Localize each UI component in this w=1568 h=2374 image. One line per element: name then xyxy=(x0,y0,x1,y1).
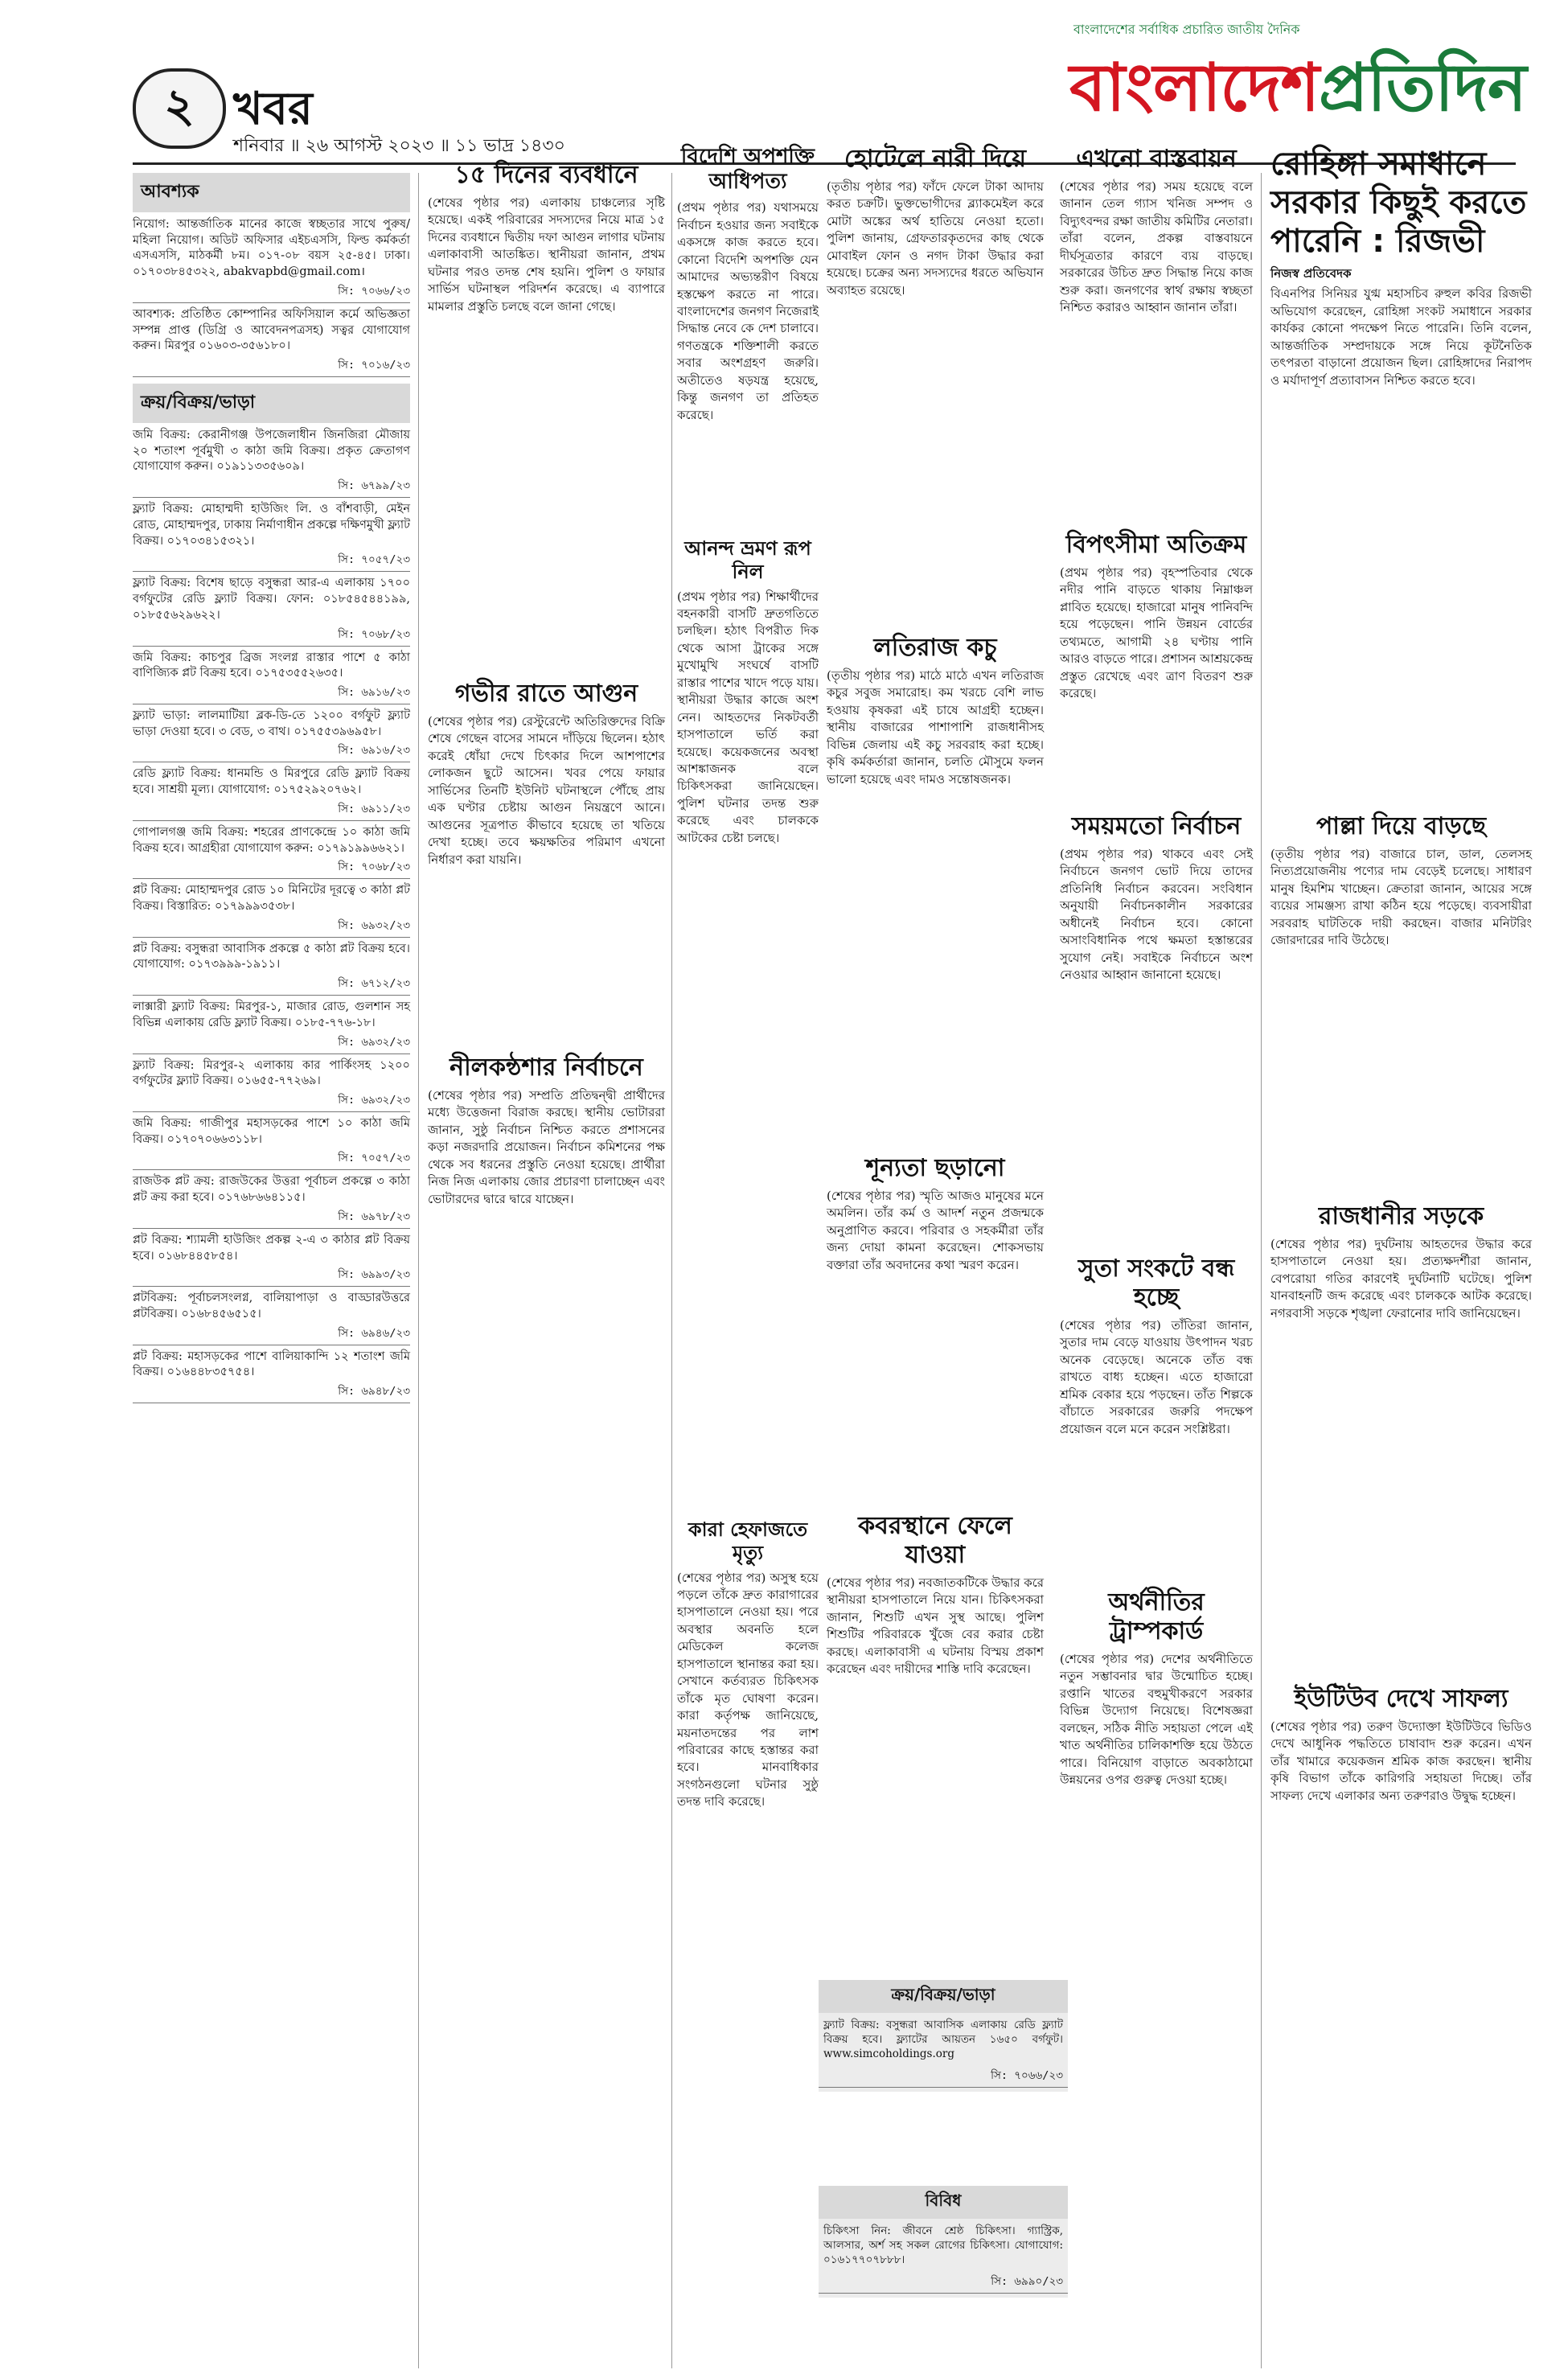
article-body: (শেষের পৃষ্ঠার পর) সম্প্রতি প্রতিদ্বন্দ্বী প্রার্থীদের মধ্যে উত্তেজনা বিরাজ করছে। স্থানীয় ভোটাররা জানান, সুষ্ঠু নির্বাচন নিশ্চিত করতে প্রশাসনের কড়া নজরদারি প্রয়োজন। নির্বাচন কমিশনের পক্ষ থেকে সব ধরনের প্রস্তুতি নেওয়া হয়েছে। প্রার্থীরা নিজ নিজ এলাকায় জোর প্রচারণা চালাচ্ছেন এবং ভোটারদের দ্বারে দ্বারে যাচ্ছেন। xyxy=(428,1088,665,1206)
classified-ad-text: নিয়োগ: আন্তর্জাতিক মানের কাজে স্বচ্ছতার সাথে পুরুষ/মহিলা নিয়োগ। অডিট অফিসার এইচএসসি, ফিল্ড কর্মকর্তা এসএসসি, মাঠকর্মী ৮ম। ০১৭-০৮ বয়স ২৫-৪৫। ঢাকা। ০১৭০৩৮৪৫৩২২, abakvapbd@gmail.com। xyxy=(133,218,410,279)
classified-list-buy-sell xyxy=(133,428,410,1403)
headline: পাল্লা দিয়ে বাড়ছে xyxy=(1316,812,1487,840)
article-nilkonthosh xyxy=(428,1054,665,1208)
article-somoy xyxy=(1060,812,1253,984)
article-bipsh xyxy=(1060,531,1253,703)
date-line: শনিবার ॥ ২৬ আগস্ট ২০২৩ ॥ ১১ ভাদ্র ১৪৩০ xyxy=(233,136,565,156)
classified-ad-text: প্লট বিক্রয়: মোহাম্মদপুর রোড ১০ মিনিটের দূরত্বে ৩ কাঠা প্লট বিক্রয়। বিস্তারিত: ০১৭৯৯৯৩৫৩৮। xyxy=(133,884,410,913)
logo-green-text: প্রতিদিন xyxy=(1319,50,1526,126)
classified-ad-code: সি: ৭০১৬/২৩ xyxy=(133,356,410,377)
article-body: (শেষের পৃষ্ঠার পর) সময় হয়েছে বলে জানান তেল গ্যাস খনিজ সম্পদ ও বিদ্যুৎবন্দর রক্ষা জাতীয় কমিটির নেতারা। তাঁরা বলেন, প্রকল্প বাস্তবায়নে দীর্ঘসূত্রতার কারণে ব্যয় বাড়ছে। সরকারের উচিত দ্রুত সিদ্ধান্ত নিয়ে কাজ শুরু করা। জনগণের স্বার্থ রক্ষায় স্বচ্ছতা নিশ্চিত করারও আহ্বান জানান তাঁরা। xyxy=(1060,179,1253,315)
page-header xyxy=(0,0,1568,169)
classified-column xyxy=(133,173,410,1407)
article-body: (প্রথম পৃষ্ঠার পর) বৃহস্পতিবার থেকে নদীর পানি বাড়তে থাকায় নিম্নাঞ্চল প্লাবিত হয়েছে। হাজারো মানুষ পানিবন্দি হয়ে পড়েছেন। পানি উন্নয়ন বোর্ডের তথ্যমতে, আগামী ২৪ ঘণ্টায় পানি আরও বাড়তে পারে। প্রশাসন আশ্রয়কেন্দ্র প্রস্তুত রেখেছে এবং ত্রাণ বিতরণ শুরু করেছে। xyxy=(1060,565,1253,701)
article-body: (শেষের পৃষ্ঠার পর) অসুস্থ হয়ে পড়লে তাঁকে দ্রুত কারাগারের হাসপাতালে নেওয়া হয়। পরে অবস্থার অবনতি হলে মেডিকেল কলেজ হাসপাতালে স্থানান্তর করা হয়। সেখানে কর্তব্যরত চিকিৎসক তাঁকে মৃত ঘোষণা করেন। কারা কর্তৃপক্ষ জানিয়েছে, ময়নাতদন্তের পর লাশ পরিবারের কাছে হস্তান্তর করা হবে। মানবাধিকার সংগঠনগুলো ঘটনার সুষ্ঠু তদন্ত দাবি করেছে। xyxy=(677,1570,819,1809)
classified-heading-wanted: আবশ্যক xyxy=(133,173,410,212)
article-body: বিএনপির সিনিয়র যুগ্ম মহাসচিব রুহুল কবির রিজভী অভিযোগ করেছেন, রোহিঙ্গা সংকট সমাধানে সরকার কার্যকর কোনো পদক্ষেপ নিতে পারেনি। তিনি বলেন, আন্তর্জাতিক সম্প্রদায়কে সঙ্গে নিয়ে কূটনৈতিক তৎপরতা বাড়ানো প্রয়োজন ছিল। রোহিঙ্গাদের নিরাপদ ও মর্যাদাপূর্ণ প্রত্যাবাসন নিশ্চিত করতে হবে। xyxy=(1270,286,1532,388)
classified-heading-buy-sell: ক্রয়/বিক্রয়/ভাড়া xyxy=(133,384,410,423)
classified-ad-text: প্লট বিক্রয়: শ্যামলী হাউজিং প্রকল্প ২-এ ৩ কাঠার প্লট বিক্রয় হবে। ০১৬৮৪৪৫৮৫৪। xyxy=(133,1233,410,1263)
headline: ইউটিউব দেখে সাফল্য xyxy=(1294,1685,1508,1713)
classified-list-wanted xyxy=(133,217,410,377)
headline: বিপৎসীমা অতিক্রম xyxy=(1065,531,1247,559)
reporter-byline: নিজস্ব প্রতিবেদক xyxy=(1270,266,1352,281)
classified-ad-code: সি: ৬৯৩২/২৩ xyxy=(133,1091,410,1112)
bibidh-box xyxy=(819,2186,1068,2298)
headline: সময়মতো নির্বাচন xyxy=(1071,812,1242,840)
headline: রোহিঙ্গা সমাধানে সরকার কিছুই করতে পারেনি : রিজভী xyxy=(1270,146,1527,260)
headline: কারা হেফাজতে মৃত্যু xyxy=(688,1518,808,1564)
classified-ad-code: সি: ৬৯৭৮/২৩ xyxy=(133,1208,410,1229)
article-body: (শেষের পৃষ্ঠার পর) দেশের অর্থনীতিতে নতুন সম্ভাবনার দ্বার উন্মোচিত হচ্ছে। রপ্তানি খাতের বহুমুখীকরণে সরকার বিভিন্ন উদ্যোগ নিয়েছে। বিশেষজ্ঞরা বলছেন, সঠিক নীতি সহায়তা পেলে এই খাত অর্থনীতির চালিকাশক্তি হয়ে উঠতে পারে। বিনিয়োগ বাড়াতে অবকাঠামো উন্নয়নের ওপর গুরুত্ব দেওয়া হচ্ছে। xyxy=(1060,1652,1253,1788)
classified-ad-text: জমি বিক্রয়: কেরানীগঞ্জ উপজেলাধীন জিনজিরা মৌজায় ২০ শতাংশ পূর্বমুখী ৩ কাঠা জমি বিক্রয়। প্রকৃত ক্রেতাগণ যোগাযোগ করুন। ০১৯১১৩৩৫৬০৯। xyxy=(133,429,410,474)
headline: এখনো বাস্তবায়ন xyxy=(1076,145,1237,173)
classified-ad-code: সি: ৭০৬৬/২৩ xyxy=(133,282,410,303)
bibidh-code: সি: ৬৯৯০/২৩ xyxy=(819,2273,1068,2294)
headline: আনন্দ ভ্রমণ রূপ নিল xyxy=(684,537,811,583)
article-body: (প্রথম পৃষ্ঠার পর) থাকবে এবং সেই নির্বাচনে জনগণ ভোট দিয়ে তাদের প্রতিনিধি নির্বাচন করবেন। সংবিধান অনুযায়ী নির্বাচনকালীন সরকারের অধীনেই নির্বাচন হবে। কোনো অসাংবিধানিক পথে ক্ষমতা হস্তান্তরের সুযোগ নেই। সবাইকে নির্বাচনে অংশ নেওয়ার আহ্বান জানানো হয়েছে। xyxy=(1060,847,1253,983)
headline: কবরস্থানে ফেলে যাওয়া xyxy=(858,1512,1012,1569)
classified-ad-text: প্লট বিক্রয়: বসুন্ধরা আবাসিক প্রকল্পে ৫ কাঠা প্লট বিক্রয় হবে। যোগাযোগ: ০১৭৩৯৯৯-১৯১১। xyxy=(133,942,410,971)
headline: রাজধানীর সড়কে xyxy=(1318,1202,1484,1230)
classified-ad-text: ফ্ল্যাট বিক্রয়: মোহাম্মদী হাউজিং লি. ও বাঁশবাড়ী, মেইন রোড, মোহাম্মদপুর, ঢাকায় নির্মাণাধীন প্রকল্পে দক্ষিণমুখী ফ্ল্যাট বিক্রয়। ০১৭০৩৪১৫৩২১। xyxy=(133,503,410,548)
article-gobhir-rate xyxy=(428,680,665,869)
article-raj xyxy=(1270,1202,1532,1322)
article-suta xyxy=(1060,1255,1253,1438)
headline: নীলকন্ঠশার নির্বাচনে xyxy=(449,1054,643,1082)
column-divider xyxy=(1261,173,1262,2368)
classified-ad-code: সি: ৬৭৯৯/২৩ xyxy=(133,477,410,498)
classified-ad-code: সি: ৬৯৪৮/২৩ xyxy=(133,1382,410,1403)
classified-ad-code: সি: ৭০৫৭/২৩ xyxy=(133,1149,410,1170)
article-palla xyxy=(1270,812,1532,950)
column-divider xyxy=(418,173,419,2368)
article-ekhono xyxy=(1060,145,1253,317)
classified-ad-text: আবশ্যক: প্রতিষ্ঠিত কোম্পানির অফিসিয়াল কর্মে অভিজ্ঞতা সম্পন্ন প্রাপ্ত (ডিগ্রি ও আবেদনপত্রসহ) সত্বর যোগাযোগ করুন। মিরপুর ০১৬০৩-৩৫৬১৮০। xyxy=(133,307,410,353)
classified-ad-text: প্লট বিক্রয়: মহাসড়কের পাশে বালিয়াকান্দি ১২ শতাংশ জমি বিক্রয়। ০১৬৪৪৮৩৫৭৫৪। xyxy=(133,1349,410,1379)
classified-ad-code: সি: ৬৯৩২/২৩ xyxy=(133,917,410,938)
classified-ad-code: সি: ৬৯১১/২৩ xyxy=(133,800,410,821)
classified-ad-code: সি: ৬৭১২/২৩ xyxy=(133,975,410,996)
classified-ad-text: রাজউক প্লট ক্রয়: রাজউকের উত্তরা পূর্বাচল প্রকল্পে ৩ কাঠা প্লট ক্রয় করা হবে। ০১৭৬৮৬৬৪১১৫। xyxy=(133,1175,410,1205)
mid-classified-box xyxy=(819,1980,1068,2092)
article-body: (শেষের পৃষ্ঠার পর) রেস্টুরেন্টে অতিরিক্তদের বিক্রি শেষে গেছেন বাসের সামনে দাঁড়িয়ে ছিলেন। হঠাৎ করেই ধোঁয়া দেখে চিৎকার দিলে আশপাশের লোকজন ছুটে আসেন। খবর পেয়ে ফায়ার সার্ভিসের তিনটি ইউনিট ঘটনাস্থলে পৌঁছে প্রায় এক ঘণ্টার চেষ্টায় আগুন নিয়ন্ত্রণে আনে। আগুনের সূত্রপাত কীভাবে হয়েছে তা খতিয়ে দেখা হচ্ছে। তবে ক্ষয়ক্ষতির পরিমাণ এখনো নির্ধারণ করা যায়নি। xyxy=(428,714,665,867)
article-body: (তৃতীয় পৃষ্ঠার পর) ফাঁদে ফেলে টাকা আদায় করত চক্রটি। ভুক্তভোগীদের ব্ল্যাকমেইল করে মোটা অঙ্কের অর্থ হাতিয়ে নেওয়া হতো। পুলিশ জানায়, গ্রেফতারকৃতদের কাছ থেকে মোবাইল ফোন ও নগদ টাকা উদ্ধার করা হয়েছে। চক্রের অন্য সদস্যদের ধরতে অভিযান অব্যাহত রয়েছে। xyxy=(827,179,1044,298)
page-number: ২ xyxy=(133,68,226,149)
section-title: খবর xyxy=(233,82,313,135)
headline: গভীর রাতে আগুন xyxy=(454,680,638,708)
article-bideshi xyxy=(677,145,819,424)
classified-ad-text: গোপালগঞ্জ জমি বিক্রয়: শহরের প্রাণকেন্দ্রে ১০ কাঠা জমি বিক্রয় হবে। আগ্রহীরা যোগাযোগ করুন: ০১৭৯১৯৯৬৬২১। xyxy=(133,825,410,855)
column-divider xyxy=(671,173,672,2368)
article-kobor xyxy=(827,1512,1044,1678)
bibidh-heading: বিবিধ xyxy=(819,2186,1068,2219)
headline: ১৫ দিনের ব্যবধানে xyxy=(454,161,638,189)
masthead-logo xyxy=(1069,37,1526,147)
headline: সুতা সংকটে বন্ধ হচ্ছে xyxy=(1077,1255,1235,1312)
article-shunyota xyxy=(827,1154,1044,1274)
classified-ad-text: লাক্সারী ফ্ল্যাট বিক্রয়: মিরপুর-১, মাজার রোড, গুলশান সহ বিভিন্ন এলাকায় রেডি ফ্ল্যাট বিক্রয়। ০১৮৫-৭৭৬-১৮। xyxy=(133,1000,410,1029)
classified-ad-text: ফ্ল্যাট বিক্রয়: বিশেষ ছাড়ে বসুন্ধরা আর-এ এলাকায় ১৭০০ বর্গফুটের রেডি ফ্ল্যাট বিক্রয়। ফোন: ০১৮৫৪৫৪৪১৯৯, ০১৮৫৫৬২৯৬২২। xyxy=(133,577,410,622)
classified-ad-text: জমি বিক্রয়: গাজীপুর মহাসড়কের পাশে ১০ কাঠা জমি বিক্রয়। ০১৭০৭০৬৬৩১১৮। xyxy=(133,1117,410,1146)
classified-ad-code: সি: ৭০৫৭/২৩ xyxy=(133,551,410,572)
headline: অর্থনীতির ট্রাম্পকার্ড xyxy=(1108,1588,1205,1645)
article-body: (শেষের পৃষ্ঠার পর) দুর্ঘটনায় আহতদের উদ্ধার করে হাসপাতালে নেওয়া হয়। প্রত্যক্ষদর্শীরা জানান, বেপরোয়া গতির কারণেই দুর্ঘটনাটি ঘটেছে। পুলিশ যানবাহনটি জব্দ করেছে এবং চালককে আটক করেছে। নগরবাসী সড়কে শৃঙ্খলা ফেরানোর দাবি জানিয়েছেন। xyxy=(1270,1237,1532,1320)
article-lotiraj xyxy=(827,634,1044,788)
classified-ad-text: ফ্ল্যাট বিক্রয়: মিরপুর-২ এলাকায় কার পার্কিংসহ ১২০০ বর্গফুটের ফ্ল্যাট বিক্রয়। ০১৬৫৫-৭৭২৬৯। xyxy=(133,1058,410,1088)
article-ananda xyxy=(677,537,819,847)
classified-ad-code: সি: ৬৯১৬/২৩ xyxy=(133,684,410,704)
headline: হোটেলে নারী দিয়ে xyxy=(844,145,1027,173)
article-kara xyxy=(677,1518,819,1811)
article-body: (প্রথম পৃষ্ঠার পর) শিক্ষার্থীদের বহনকারী বাসটি দ্রুতগতিতে চলছিল। হঠাৎ বিপরীত দিক থেকে আসা ট্রাকের সঙ্গে মুখোমুখি সংঘর্ষে বাসটি রাস্তার পাশের খাদে পড়ে যায়। স্থানীয়রা উদ্ধার কাজে অংশ নেন। আহতদের নিকটবর্তী হাসপাতালে ভর্তি করা হয়েছে। কয়েকজনের অবস্থা আশঙ্কাজনক বলে চিকিৎসকরা জানিয়েছেন। পুলিশ ঘটনার তদন্ত শুরু করেছে এবং চালককে আটকের চেষ্টা চলছে। xyxy=(677,589,819,845)
article-15-din xyxy=(428,161,665,315)
article-hotel xyxy=(827,145,1044,299)
headline: বিদেশি অপশক্তি আধিপত্য xyxy=(680,145,815,195)
headline: শূন্যতা ছড়ানো xyxy=(865,1154,1005,1182)
classified-ad-text: ফ্ল্যাট ভাড়া: লালমাটিয়া ব্লক-ডি-তে ১২০০ বর্গফুট ফ্ল্যাট ভাড়া দেওয়া হবে। ৩ বেড, ৩ বাথ। ০১৭৫৫৩৯৬৯৫৮। xyxy=(133,709,410,738)
article-body: (শেষের পৃষ্ঠার পর) নবজাতকটিকে উদ্ধার করে স্থানীয়রা হাসপাতালে নিয়ে যান। চিকিৎসকরা জানান, শিশুটি এখন সুস্থ আছে। পুলিশ শিশুটির পরিবারকে খুঁজে বের করার চেষ্টা করছে। এলাকাবাসী এ ঘটনায় বিস্ময় প্রকাশ করেছেন এবং দায়ীদের শাস্তি দাবি করেছেন। xyxy=(827,1575,1044,1677)
article-body: (তৃতীয় পৃষ্ঠার পর) মাঠে মাঠে এখন লতিরাজ কচুর সবুজ সমারোহ। কম খরচে বেশি লাভ হওয়ায় কৃষকরা এই চাষে আগ্রহী হচ্ছেন। স্থানীয় বাজারের পাশাপাশি রাজধানীসহ বিভিন্ন জেলায় এই কচু সরবরাহ করা হচ্ছে। কৃষি কর্মকর্তারা জানান, চলতি মৌসুমে ফলন ভালো হয়েছে এবং দামও সন্তোষজনক। xyxy=(827,668,1044,787)
classified-ad-code: সি: ৬৯১৬/২৩ xyxy=(133,741,410,762)
classified-ad-text: জমি বিক্রয়: কাচপুর ব্রিজ সংলগ্ন রাস্তার পাশে ৫ কাঠা বাণিজ্যিক প্লট বিক্রয় হবে। ০১৭৫৩৫৫২৬৩৫। xyxy=(133,651,410,680)
classified-ad-code: সি: ৬৯৪৬/২৩ xyxy=(133,1325,410,1345)
article-body: (শেষের পৃষ্ঠার পর) তরুণ উদ্যোক্তা ইউটিউবে ভিডিও দেখে আধুনিক পদ্ধতিতে চাষাবাদ শুরু করেন। এখন তাঁর খামারে কয়েকজন শ্রমিক কাজ করছেন। স্থানীয় কৃষি বিভাগ তাঁকে কারিগরি সহায়তা দিচ্ছে। তাঁর সাফল্য দেখে এলাকার অন্য তরুণরাও উদ্বুদ্ধ হচ্ছেন। xyxy=(1270,1719,1532,1803)
article-youtube xyxy=(1270,1685,1532,1805)
mid-classified-code: সি: ৭০৬৬/২৩ xyxy=(819,2067,1068,2088)
classified-ad-text: রেডি ফ্ল্যাট বিক্রয়: ধানমন্ডি ও মিরপুরে রেডি ফ্ল্যাট বিক্রয় হবে। সাশ্রয়ী মূল্য। যোগাযোগ: ০১৭৫২৯২০৭৬২। xyxy=(133,767,410,797)
classified-ad-text: প্লটবিক্রয়: পূর্বাচলসংলগ্ন, বালিয়াপাড়া ও বাড্ডারউত্তরে প্লটবিক্রয়। ০১৬৮৪৫৬৫১৫। xyxy=(133,1292,410,1321)
mid-classified-text: ফ্ল্যাট বিক্রয়: বসুন্ধরা আবাসিক এলাকায় রেডি ফ্ল্যাট বিক্রয় হবে। ফ্ল্যাটের আয়তন ১৬৫০ বর্গফুট। www.simcoholdings.org xyxy=(823,2019,1063,2061)
classified-ad-code: সি: ৬৯৩২/২৩ xyxy=(133,1033,410,1054)
bibidh-text: চিকিৎসা নিন: জীবনে শ্রেষ্ঠ চিকিৎসা। গ্যাস্ট্রিক, আলসার, অর্শ সহ সকল রোগের চিকিৎসা। যোগাযোগ: ০১৬১৭৭০৭৮৮৮। xyxy=(823,2224,1063,2267)
article-body: (শেষের পৃষ্ঠার পর) এলাকায় চাঞ্চল্যের সৃষ্টি হয়েছে। একই পরিবারের সদস্যদের নিয়ে মাত্র ১৫ দিনের ব্যবধানে দ্বিতীয় দফা আগুন লাগার ঘটনায় এলাকাবাসী আতঙ্কিত। স্থানীয়রা জানান, প্রথম ঘটনার পরও তদন্ত শেষ হয়নি। পুলিশ ও ফায়ার সার্ভিস ঘটনাস্থল পরিদর্শন করেছে। এ ব্যাপারে মামলার প্রস্তুতি চলছে বলে জানা গেছে। xyxy=(428,195,665,314)
article-body: (তৃতীয় পৃষ্ঠার পর) বাজারে চাল, ডাল, তেলসহ নিত্যপ্রয়োজনীয় পণ্যের দাম বেড়েই চলেছে। সাধারণ মানুষ হিমশিম খাচ্ছেন। ক্রেতারা জানান, আয়ের সঙ্গে ব্যয়ের সামঞ্জস্য রাখা কঠিন হয়ে পড়েছে। ব্যবসায়ীরা সরবরাহ ঘাটতিকে দায়ী করছেন। বাজার মনিটরিং জোরদারের দাবি উঠেছে। xyxy=(1270,847,1532,948)
article-body: (প্রথম পৃষ্ঠার পর) যথাসময়ে নির্বাচন হওয়ার জন্য সবাইকে একসঙ্গে কাজ করতে হবে। কোনো বিদেশি অপশক্তি যেন আমাদের অভ্যন্তরীণ বিষয়ে হস্তক্ষেপ করতে না পারে। বাংলাদেশের জনগণ নিজেরাই সিদ্ধান্ত নেবে কে দেশ চালাবে। গণতন্ত্রকে শক্তিশালী করতে সবার অংশগ্রহণ জরুরি। অতীতেও ষড়যন্ত্র হয়েছে, কিন্তু জনগণ তা প্রতিহত করেছে। xyxy=(677,200,819,422)
article-body: (শেষের পৃষ্ঠার পর) তাঁতিরা জানান, সুতার দাম বেড়ে যাওয়ায় উৎপাদন খরচ অনেক বেড়েছে। অনেকে তাঁত বন্ধ রাখতে বাধ্য হচ্ছেন। এতে হাজারো শ্রমিক বেকার হয়ে পড়ছেন। তাঁত শিল্পকে বাঁচাতে সরকারের জরুরি পদক্ষেপ প্রয়োজন বলে মনে করেন সংশ্লিষ্টরা। xyxy=(1060,1318,1253,1436)
article-body: (শেষের পৃষ্ঠার পর) স্মৃতি আজও মানুষের মনে অমলিন। তাঁর কর্ম ও আদর্শ নতুন প্রজন্মকে অনুপ্রাণিত করবে। পরিবার ও সহকর্মীরা তাঁর জন্য দোয়া কামনা করেছেন। শোকসভায় বক্তারা তাঁর অবদানের কথা স্মরণ করেন। xyxy=(827,1189,1044,1272)
article-rohingya xyxy=(1270,145,1532,389)
article-arth xyxy=(1060,1588,1253,1789)
headline: লতিরাজ কচু xyxy=(873,634,997,662)
classified-ad-code: সি: ৭০৬৮/২৩ xyxy=(133,858,410,879)
masthead-tagline: বাংলাদেশের সর্বাধিক প্রচারিত জাতীয় দৈনিক xyxy=(1073,22,1300,37)
logo-red-text: বাংলাদেশ xyxy=(1069,50,1320,126)
mid-classified-heading: ক্রয়/বিক্রয়/ভাড়া xyxy=(819,1980,1068,2013)
classified-ad-code: সি: ৭০৬৮/২৩ xyxy=(133,626,410,647)
classified-ad-code: সি: ৬৯৯৩/২৩ xyxy=(133,1266,410,1287)
